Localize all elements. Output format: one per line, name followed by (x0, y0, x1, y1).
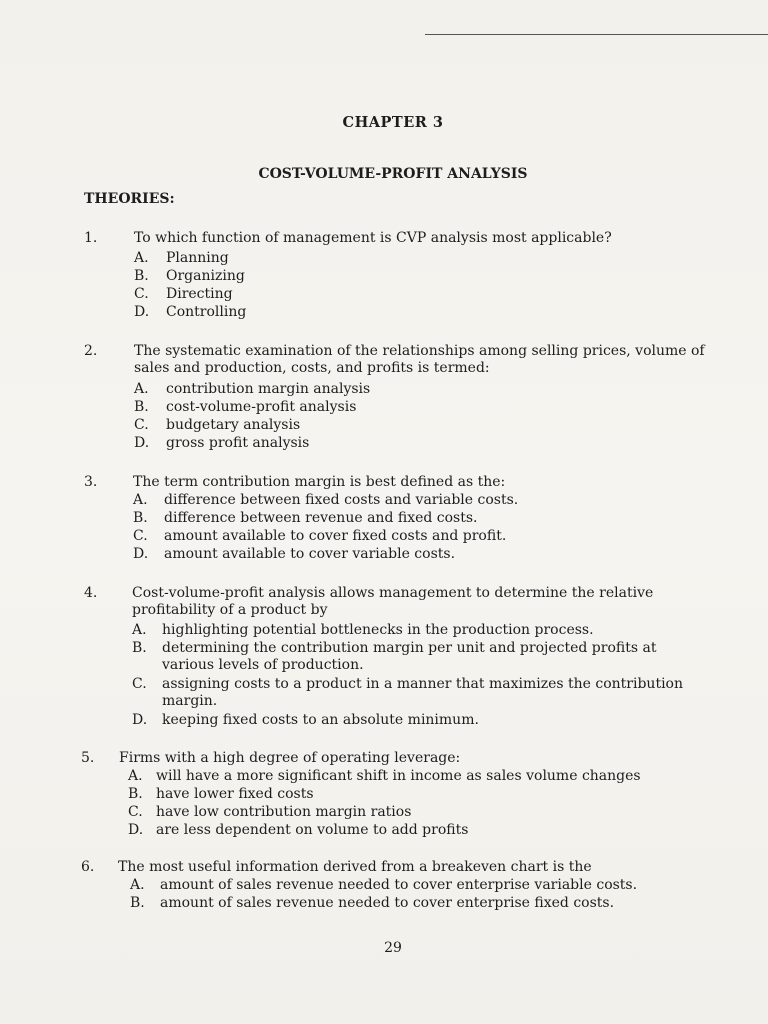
option-text: cost-volume-profit analysis (166, 399, 357, 415)
question-stem: Firms with a high degree of operating leverage: (119, 750, 461, 766)
option-text: determining the contribution margin per unit and projected profits at (162, 640, 657, 656)
option-text: Planning (166, 250, 229, 266)
option-text: have low contribution margin ratios (156, 804, 412, 820)
question-stem: sales and production, costs, and profits is termed: (134, 360, 490, 376)
option-letter: C. (133, 528, 148, 544)
option-text: will have a more significant shift in income as sales volume changes (156, 768, 641, 784)
option-text: margin. (162, 693, 218, 709)
question-stem: The most useful information derived from a breakeven chart is the (118, 859, 592, 875)
option-text: are less dependent on volume to add profits (156, 822, 469, 838)
section-heading: THEORIES: (84, 191, 175, 207)
option-text: assigning costs to a product in a manner that maximizes the contribution (162, 676, 683, 692)
option-letter: D. (132, 712, 148, 728)
option-letter: B. (132, 640, 147, 656)
option-text: amount of sales revenue needed to cover enterprise fixed costs. (160, 895, 615, 911)
option-letter: C. (134, 286, 149, 302)
option-text: keeping fixed costs to an absolute minimum. (162, 712, 479, 728)
option-letter: A. (134, 381, 149, 397)
option-letter: B. (130, 895, 145, 911)
option-letter: D. (128, 822, 144, 838)
option-text: amount of sales revenue needed to cover enterprise variable costs. (160, 877, 638, 893)
option-letter: C. (132, 676, 147, 692)
option-text: Organizing (166, 268, 245, 284)
option-text: amount available to cover variable costs. (164, 546, 456, 562)
option-text: various levels of production. (162, 657, 364, 673)
option-letter: C. (134, 417, 149, 433)
option-letter: A. (128, 768, 143, 784)
question-number: 4. (84, 585, 98, 601)
option-text: Controlling (166, 304, 247, 320)
question-stem: Cost-volume-profit analysis allows management to determine the relative (132, 585, 654, 601)
option-text: Directing (166, 286, 233, 302)
option-letter: B. (133, 510, 148, 526)
question-number: 1. (84, 230, 98, 246)
option-text: contribution margin analysis (166, 381, 371, 397)
option-text: difference between fixed costs and variable costs. (164, 492, 519, 508)
question-number: 5. (81, 750, 95, 766)
option-letter: D. (134, 435, 150, 451)
question-stem: The systematic examination of the relationships among selling prices, volume of (134, 343, 705, 359)
top-rule (425, 34, 768, 35)
option-letter: A. (134, 250, 149, 266)
question-number: 2. (84, 343, 98, 359)
question-stem: profitability of a product by (132, 602, 328, 618)
option-letter: A. (132, 622, 147, 638)
option-letter: C. (128, 804, 143, 820)
option-letter: A. (133, 492, 148, 508)
chapter-title: COST-VOLUME-PROFIT ANALYSIS (258, 166, 528, 182)
option-text: have lower fixed costs (156, 786, 314, 802)
option-letter: B. (134, 399, 149, 415)
chapter-heading: CHAPTER 3 (342, 114, 444, 131)
option-text: amount available to cover fixed costs and profit. (164, 528, 507, 544)
option-text: gross profit analysis (166, 435, 310, 451)
question-stem: The term contribution margin is best defined as the: (133, 474, 506, 490)
page-number: 29 (384, 940, 402, 956)
option-letter: B. (128, 786, 143, 802)
option-text: difference between revenue and fixed costs. (164, 510, 478, 526)
question-number: 6. (81, 859, 95, 875)
option-letter: B. (134, 268, 149, 284)
option-text: budgetary analysis (166, 417, 301, 433)
option-letter: D. (134, 304, 150, 320)
option-letter: A. (130, 877, 145, 893)
question-stem: To which function of management is CVP analysis most applicable? (134, 230, 612, 246)
question-number: 3. (84, 474, 98, 490)
option-text: highlighting potential bottlenecks in the production process. (162, 622, 594, 638)
option-letter: D. (133, 546, 149, 562)
